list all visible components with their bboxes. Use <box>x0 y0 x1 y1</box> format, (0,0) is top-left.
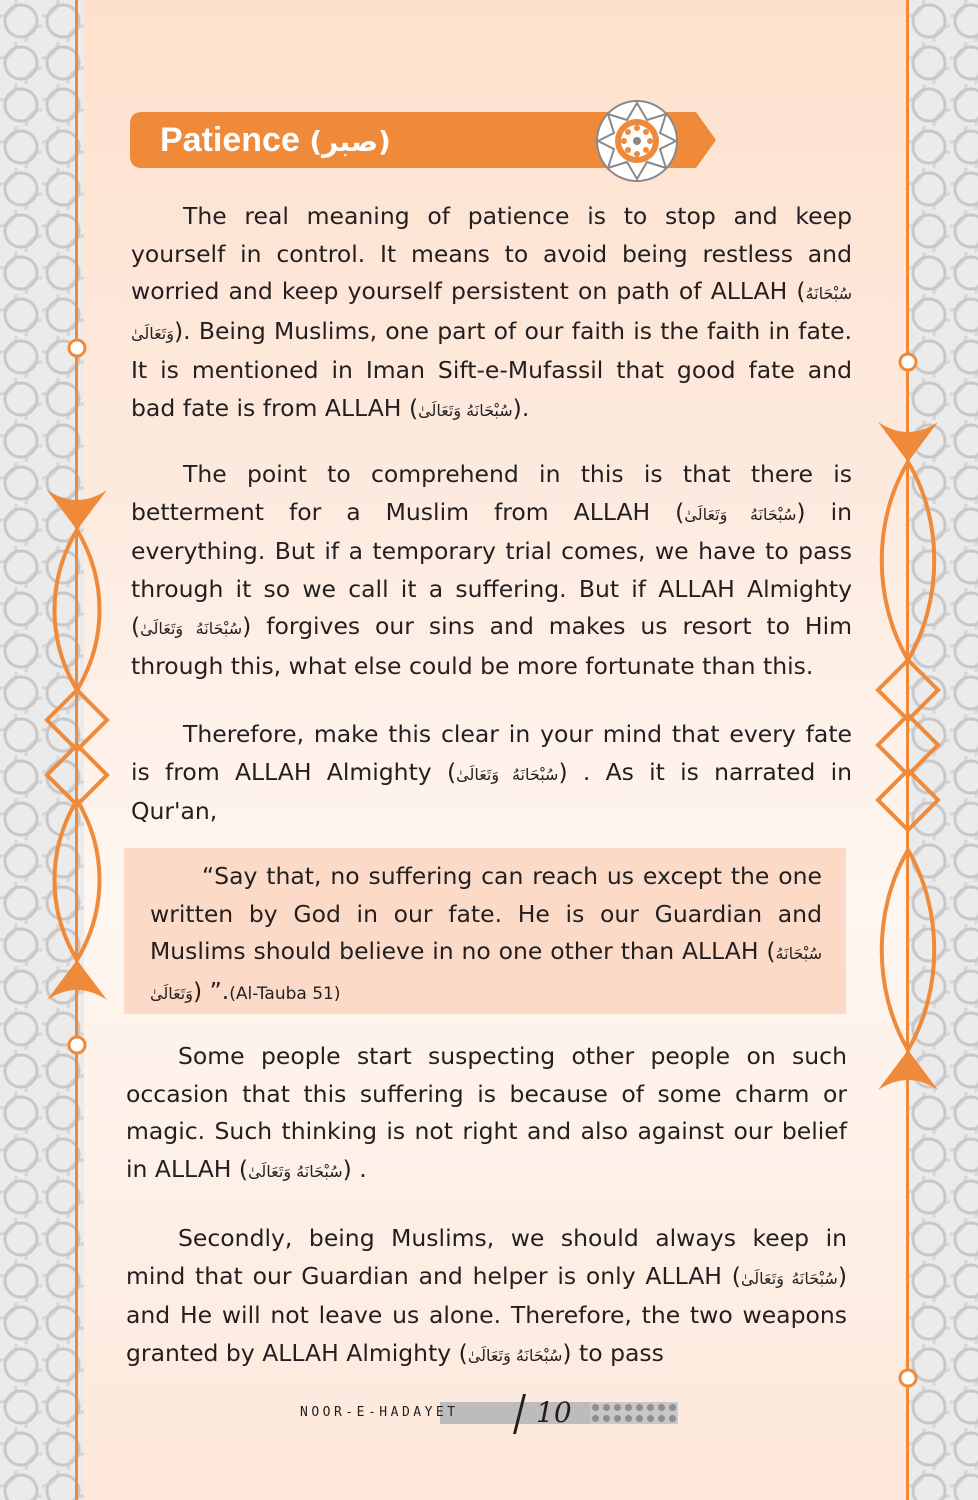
book-name: NOOR-E-HADAYET <box>300 1405 459 1420</box>
paragraph-3-part-a: Therefore, make this clear in your mind that every fate is from ALLAH Almighty ( <box>131 720 852 786</box>
paragraph-5-part-a: Secondly, being Muslims, we should always keep in mind that our Guardian and helper is only ALLAH ( <box>126 1224 847 1290</box>
paragraph-1-part-b: ). Being Muslims, one part of our faith is the faith in fate. It is mentioned in Iman Sift-e-Mufassil that good fate and bad fate is from ALLAH ( <box>131 316 852 422</box>
quote-part-a: “Say that, no suffering can reach us except the one written by God in our fate. He is our Guardian and Muslims should believe in no one other than ALLAH ( <box>150 862 822 965</box>
paragraph-5 <box>126 1220 847 1374</box>
paragraph-2 <box>131 456 852 685</box>
honorific-glyph: سُبْحَانَهُ وَتَعَالَىٰ <box>248 1161 343 1181</box>
honorific-glyph: سُبْحَانَهُ وَتَعَالَىٰ <box>418 400 513 420</box>
paragraph-5-part-b: ) and He will not leave us alone. Therefore, the two weapons granted by ALLAH Almighty ( <box>126 1261 847 1367</box>
paragraph-1-part-a: The real meaning of patience is to stop and keep yourself in control. It means to avoid being restless and worried and keep yourself persistent on path of ALLAH ( <box>131 202 852 305</box>
honorific-glyph: سُبْحَانَهُ وَتَعَالَىٰ <box>467 1345 563 1365</box>
honorific-glyph: سُبْحَانَهُ وَتَعَالَىٰ <box>684 504 797 524</box>
paragraph-4-part-a: Some people start suspecting other people on such occasion that this suffering is because of some charm or magic. Such thinking is not right and also against our belief in ALLAH ( <box>126 1042 847 1183</box>
honorific-glyph: سُبْحَانَهُ وَتَعَالَىٰ <box>131 284 852 343</box>
honorific-glyph: سُبْحَانَهُ وَتَعَالَىٰ <box>140 619 243 638</box>
paragraph-1 <box>131 198 852 429</box>
paragraph-4-part-b: ) . <box>342 1154 367 1183</box>
honorific-glyph: سُبْحَانَهُ وَتَعَالَىٰ <box>456 764 559 784</box>
left-ornament <box>27 0 127 1500</box>
title-english: Patience <box>160 121 300 159</box>
paragraph-2-part-b: ) in everything. But if a temporary trial comes, we have to pass through it so we call it a suffering. But if ALLAH Almighty ( <box>131 497 852 640</box>
quote-part-b: ) ”. <box>192 976 230 1005</box>
rosette-icon <box>594 98 680 184</box>
paragraph-3 <box>131 716 852 831</box>
paragraph-3-part-b: ) . As it is narrated in Qur'an, <box>131 757 853 825</box>
page-footer <box>300 1398 680 1430</box>
title-arabic: (صبر) <box>309 125 391 158</box>
right-ornament <box>858 0 958 1500</box>
quran-quote <box>150 858 822 1013</box>
page-title <box>160 116 391 164</box>
paragraph-2-part-a: The point to comprehend in this is that there is betterment for a Muslim from ALLAH ( <box>131 460 852 526</box>
honorific-glyph: سُبْحَانَهُ وَتَعَالَىٰ <box>740 1268 838 1288</box>
paragraph-4 <box>126 1038 847 1190</box>
paragraph-2-part-c: ) forgives our sins and makes us resort to Him through this, what else could be more fortunate than this. <box>131 612 853 680</box>
paragraph-1-part-c: ). <box>512 393 530 422</box>
quote-reference: (Al-Tauba 51) <box>229 983 341 1004</box>
honorific-glyph: سُبْحَانَهُ وَتَعَالَىٰ <box>150 944 822 1003</box>
page-number: 10 <box>536 1396 572 1429</box>
paragraph-5-part-c: ) to pass <box>562 1338 664 1367</box>
footer-pattern <box>590 1402 678 1424</box>
